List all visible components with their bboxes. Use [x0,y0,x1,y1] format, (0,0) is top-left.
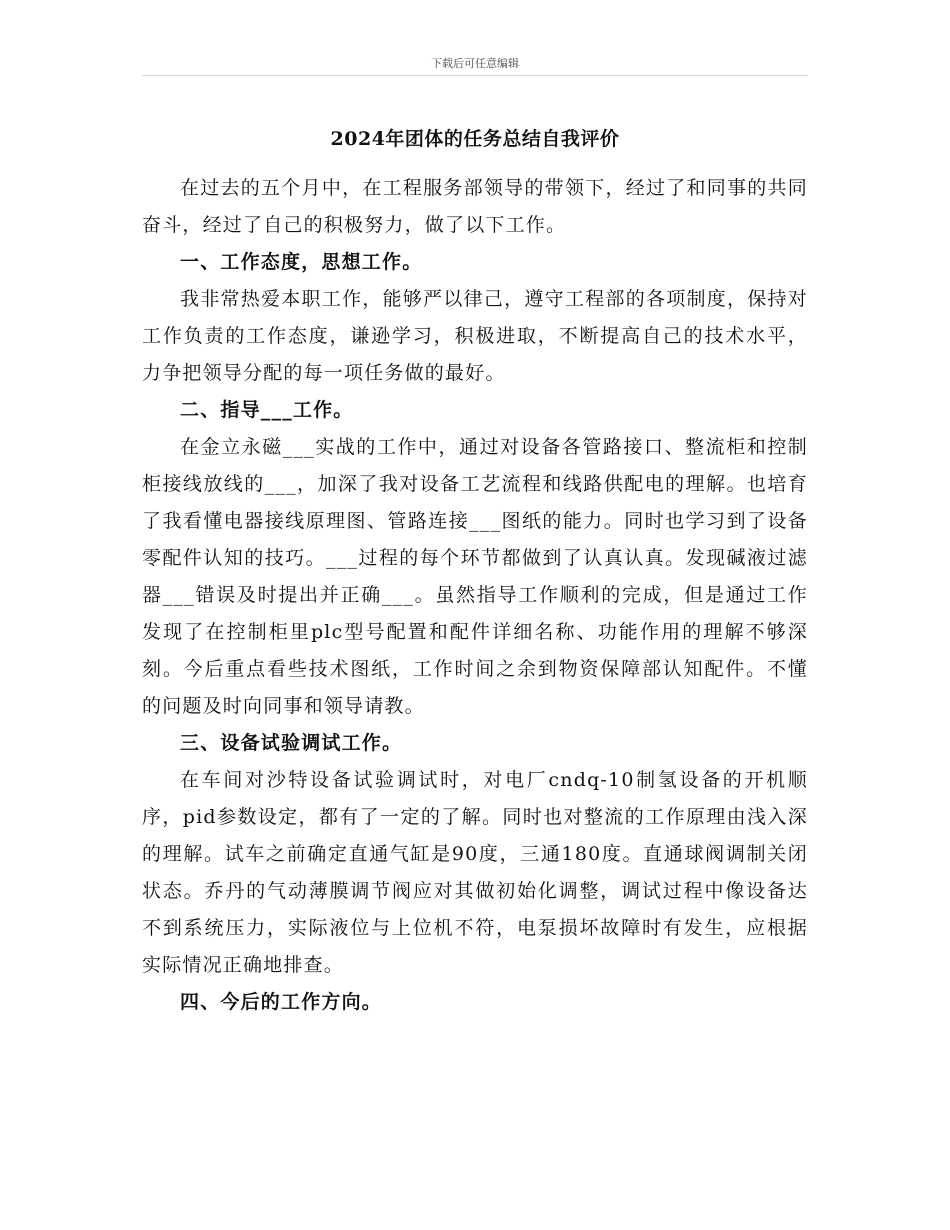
section-heading-future: 四、今后的工作方向。 [180,991,383,1013]
document-body [142,170,808,1021]
section-heading-testing: 三、设备试验调试工作。 [180,732,403,754]
document-title: 2024年团体的任务总结自我评价 [330,128,620,150]
header-divider [142,75,808,76]
page-header-note: 下载后可任意编辑 [431,57,519,70]
section-body-guidance: 在金立永磁___实战的工作中，通过对设备各管路接口、整流柜和控制柜接线放线的___，加深了我对设备工艺流程和线路供配电的理解。也培育了我看懂电器接线原理图、管路连接___图纸的能力。同时也学习到了设备零配件认知的技巧。___过程的每个环节都做到了认真认真。发现碱液过滤器___错误及时提出并正确___。虽然指导工作顺利的完成，但是通过工作发现了在控制柜里plc型号配置和配件详细名称、功能作用的理解不够深刻。今后重点看些技术图纸，工作时间之余到物资保障部认知配件。不懂的问题及时向同事和领导请教。 [142,436,808,717]
section-heading-attitude: 一、工作态度，思想工作。 [180,251,423,273]
section-body-testing: 在车间对沙特设备试验调试时，对电厂cndq-10制氢设备的开机顺序，pid参数设定，都有了一定的了解。同时也对整流的工作原理由浅入深的理解。试车之前确定直通气缸是90度，三通180度。直通球阀调制关闭状态。乔丹的气动薄膜调节阀应对其做初始化调整，调试过程中像设备达不到系统压力，实际液位与上位机不符，电泵损坏故障时有发生，应根据实际情况正确地排查。 [142,769,808,976]
section-heading-guidance: 二、指导___工作。 [180,399,354,421]
section-body-attitude: 我非常热爱本职工作，能够严以律己，遵守工程部的各项制度，保持对工作负责的工作态度，谦逊学习，积极进取，不断提高自己的技术水平，力争把领导分配的每一项任务做的最好。 [142,288,808,384]
intro-paragraph: 在过去的五个月中，在工程服务部领导的带领下，经过了和同事的共同奋斗，经过了自己的积极努力，做了以下工作。 [142,177,808,236]
